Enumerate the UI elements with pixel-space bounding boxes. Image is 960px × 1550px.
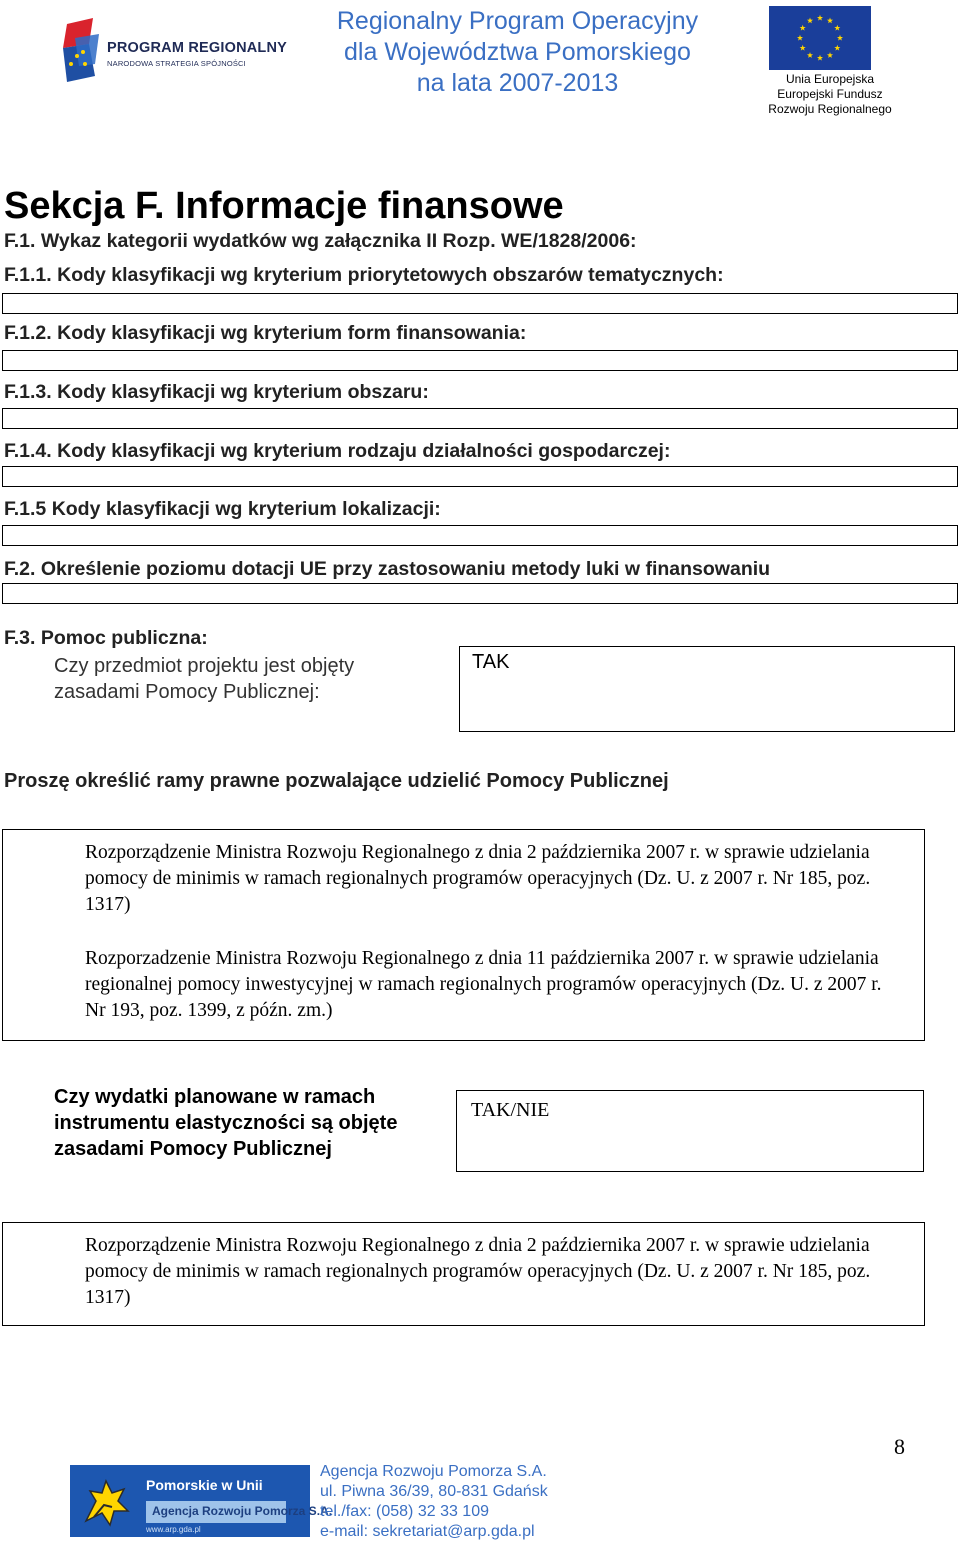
eu-text-line: Unia Europejska xyxy=(785,72,875,86)
field-f12[interactable] xyxy=(2,350,958,371)
eu-star-icon xyxy=(837,35,843,41)
footer-logo-badge: Agencja Rozwoju Pomorza S.A. xyxy=(146,1501,286,1523)
footer-address xyxy=(320,1462,548,1542)
eu-star-icon xyxy=(834,25,840,31)
footer-address-line: tel./fax: (058) 32 33 109 xyxy=(320,1503,489,1520)
eu-star-icon xyxy=(800,25,806,31)
program-title-line: na lata 2007-2013 xyxy=(416,69,619,97)
section-title: Sekcja F. Informacje finansowe xyxy=(4,185,564,227)
field-f15[interactable] xyxy=(2,525,958,546)
eu-star-icon xyxy=(807,52,813,58)
heading-f12: F.1.2. Kody klasyfikacji wg kryterium form finansowania: xyxy=(4,322,527,344)
pomorskie-w-unii-logo xyxy=(70,1465,333,1537)
footer-address-line: ul. Piwna 36/39, 80-831 Gdańsk xyxy=(320,1483,548,1500)
heading-f14: F.1.4. Kody klasyfikacji wg kryterium rodzaju działalności gospodarczej: xyxy=(4,440,671,462)
legal-basis-prompt: Proszę określić ramy prawne pozwalające udzielić Pomocy Publicznej xyxy=(4,770,669,792)
program-regionalny-emblem-icon xyxy=(55,14,105,86)
eu-star-icon xyxy=(817,55,823,61)
eu-star-icon xyxy=(807,17,813,23)
eu-fund-text xyxy=(740,72,920,117)
field-f2[interactable] xyxy=(2,583,958,604)
page-number: 8 xyxy=(894,1434,905,1459)
heading-f13: F.1.3. Kody klasyfikacji wg kryterium obszaru: xyxy=(4,381,429,403)
program-title-line: dla Województwa Pomorskiego xyxy=(344,38,691,66)
heading-f3: F.3. Pomoc publiczna: xyxy=(4,627,208,649)
flexibility-answer-value: TAK/NIE xyxy=(471,1099,550,1121)
eu-star-icon xyxy=(834,45,840,51)
field-f13[interactable] xyxy=(2,408,958,429)
eu-star-icon xyxy=(827,17,833,23)
field-f11[interactable] xyxy=(2,293,958,314)
heading-f11: F.1.1. Kody klasyfikacji wg kryterium priorytetowych obszarów tematycznych: xyxy=(4,264,724,286)
legal-basis-item: Rozporządzenie Ministra Rozwoju Regionalnego z dnia 2 października 2007 r. w sprawie udzielania pomocy de minimis w ramach regionalnych programów operacyjnych (Dz. U. z 2007 r. Nr 185, poz. 1317) xyxy=(85,842,871,915)
flexibility-answer-box[interactable] xyxy=(456,1090,924,1172)
eu-star-icon xyxy=(800,45,806,51)
griffin-icon xyxy=(76,1471,138,1531)
eu-star-icon xyxy=(827,52,833,58)
f3-question-line: zasadami Pomocy Publicznej: xyxy=(54,681,320,703)
f3-answer-box[interactable] xyxy=(459,646,955,732)
legal-basis-box[interactable] xyxy=(2,829,925,1041)
f3-answer-value: TAK xyxy=(472,651,510,673)
logo-left-subtitle: NARODOWA STRATEGIA SPÓJNOŚCI xyxy=(107,59,246,68)
eu-star-icon xyxy=(797,35,803,41)
flexibility-question: Czy wydatki planowane w ramach instrumentu elastyczności są objęte zasadami Pomocy Publicznej xyxy=(54,1086,398,1160)
field-f14[interactable] xyxy=(2,466,958,487)
heading-f15: F.1.5 Kody klasyfikacji wg kryterium lokalizacji: xyxy=(4,498,441,520)
legal-basis-item: Rozporzadzenie Ministra Rozwoju Regionalnego z dnia 11 października 2007 r. w sprawie udzielania regionalnej pomocy inwestycyjnej w ramach regionalnych programów operacyjnych (Dz. U. z 2007 r. Nr 193, poz. 1399, z późn. zm.) xyxy=(85,948,882,1021)
footer-address-line: e-mail: sekretariat@arp.gda.pl xyxy=(320,1523,535,1540)
legal-basis-item: Rozporządzenie Ministra Rozwoju Regionalnego z dnia 2 października 2007 r. w sprawie udzielania pomocy de minimis w ramach regionalnych programów operacyjnych (Dz. U. z 2007 r. Nr 185, poz. 1317) xyxy=(85,1235,871,1308)
footer-logo-url: www.arp.gda.pl xyxy=(146,1525,201,1534)
eu-star-icon xyxy=(817,15,823,21)
f3-question-line: Czy przedmiot projektu jest objęty xyxy=(54,655,355,677)
eu-text-line: Europejski Fundusz xyxy=(777,87,883,101)
eu-text-line: Rozwoju Regionalnego xyxy=(768,102,892,116)
footer-logo-text: Pomorskie w Unii xyxy=(146,1477,263,1493)
logo-left-title: PROGRAM REGIONALNY xyxy=(107,40,288,56)
heading-f1: F.1. Wykaz kategorii wydatków wg załącznika II Rozp. WE/1828/2006: xyxy=(4,230,637,252)
footer-address-line: Agencja Rozwoju Pomorza S.A. xyxy=(320,1463,547,1480)
flexibility-legal-box[interactable] xyxy=(2,1222,925,1326)
eu-flag-icon xyxy=(769,6,871,70)
program-title xyxy=(290,6,745,99)
heading-f2: F.2. Określenie poziomu dotacji UE przy zastosowaniu metody luki w finansowaniu xyxy=(4,558,771,580)
program-regionalny-logo xyxy=(55,14,295,86)
program-title-line: Regionalny Program Operacyjny xyxy=(336,7,699,35)
